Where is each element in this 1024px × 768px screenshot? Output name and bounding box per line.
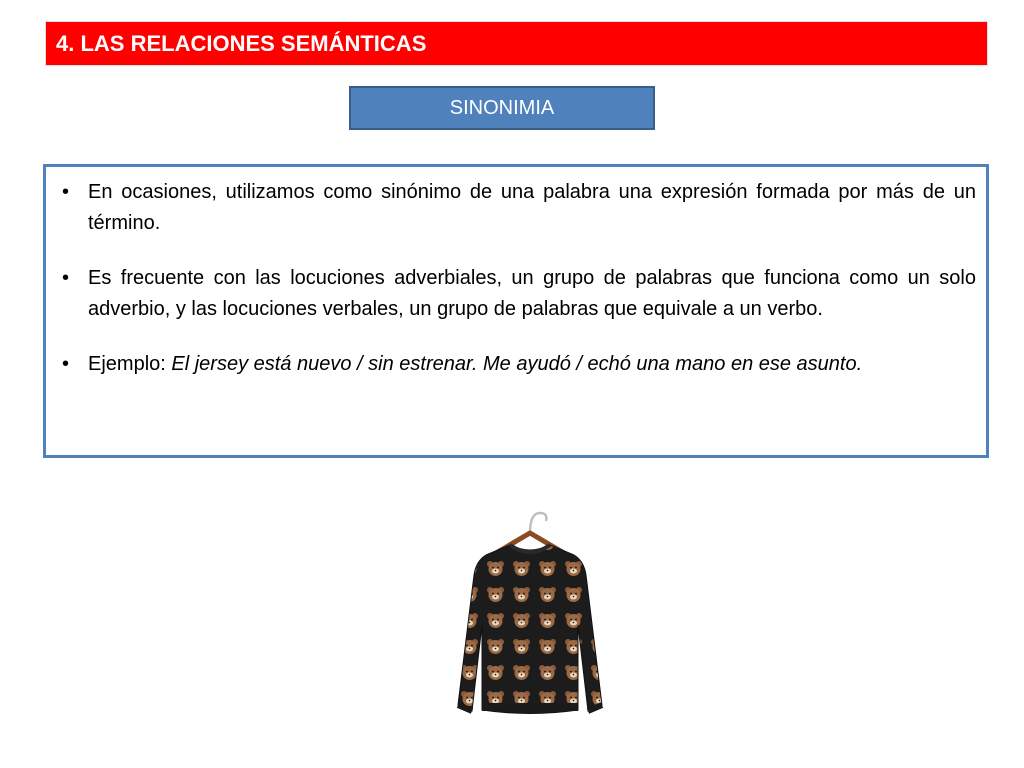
sweater-illustration [432, 505, 642, 730]
slide-title: 4. LAS RELACIONES SEMÁNTICAS [56, 31, 427, 56]
title-bar [45, 21, 988, 66]
subtitle-box [349, 86, 655, 130]
sweater-image [432, 505, 642, 730]
bullet-list [62, 177, 976, 380]
bullet-dot: • [62, 267, 70, 289]
bullet-item-2 [62, 263, 976, 325]
bullet-item-3 [62, 349, 976, 380]
bullet-dot: • [62, 181, 70, 203]
subtitle-label: SINONIMIA [449, 96, 555, 119]
content-box [43, 164, 989, 458]
bullet-dot: • [62, 353, 70, 375]
bullet-text: En ocasiones, utilizamos como sinónimo de una palabra una expresión formada por más de un término. [88, 181, 976, 234]
example-text: El jersey está nuevo / sin estrenar. Me ayudó / echó una mano en ese asunto. [171, 353, 863, 375]
bullet-text: Es frecuente con las locuciones adverbiales, un grupo de palabras que funciona como un solo adverbio, y las locuciones verbales, un grupo de palabras que equivale a un verbo. [88, 267, 976, 320]
example-label: Ejemplo: [88, 353, 172, 375]
bullet-item-1 [62, 177, 976, 239]
